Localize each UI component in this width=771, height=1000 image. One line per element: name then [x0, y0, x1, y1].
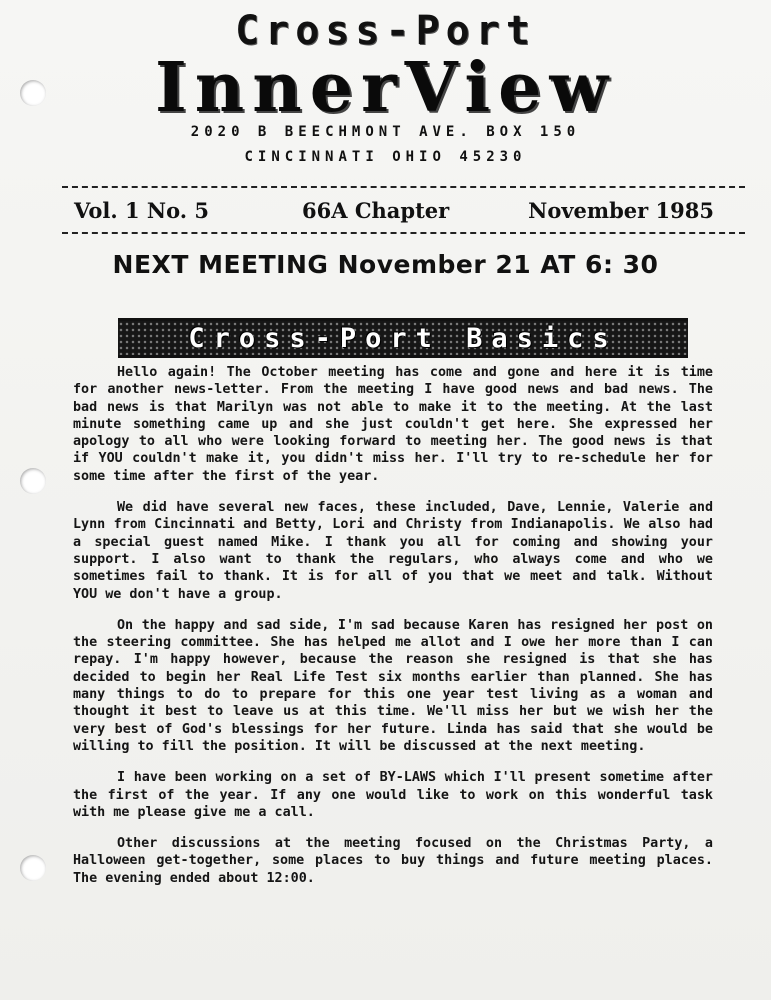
- section-banner: [118, 318, 688, 358]
- address-city: CINCINNATI OHIO 45230: [244, 149, 527, 165]
- article-paragraph: Other discussions at the meeting focused on the Christmas Party, a Halloween get-together, some places to buy things and future meeting places. The evening ended about 12:00.: [73, 836, 713, 886]
- punch-hole: [20, 855, 46, 881]
- article-paragraph: Hello again! The October meeting has come and gone and here it is time for another news-letter. From the meeting I have good news and bad news. The bad news is that Marilyn was not able to make it to the meeting. At the last minute something came up and she just couldn't get here. She expressed her apology to all who were looking forward to meeting her. The good news is that if YOU couldn't make it, you didn't miss her. I'll try to re-schedule her for some time after the first of the year.: [73, 365, 713, 484]
- next-meeting-heading: NEXT MEETING November 21 AT 6: 30: [112, 250, 659, 279]
- dashed-divider: [62, 232, 745, 234]
- masthead-title-top: Cross-Port: [235, 8, 536, 54]
- article-body: [73, 364, 713, 901]
- issue-date: November 1985: [528, 198, 714, 223]
- punch-hole: [20, 468, 46, 494]
- article-paragraph: We did have several new faces, these included, Dave, Lennie, Valerie and Lynn from Cincinnati and Betty, Lori and Christy from Indianapolis. We also had a special guest named Mike. I thank you all for coming and showing your support. I also want to thank the regulars, who always come and who we sometimes fail to thank. It is for all of you that we meet and talk. Without YOU we don't have a group.: [73, 500, 713, 602]
- dashed-divider: [62, 186, 745, 188]
- masthead-title-main: InnerView: [155, 48, 616, 128]
- address-street: 2020 B BEECHMONT AVE. BOX 150: [190, 124, 581, 140]
- article-paragraph: I have been working on a set of BY-LAWS which I'll present sometime after the first of the year. If any one would like to work on this wonderful task with me please give me a call.: [73, 770, 713, 820]
- article-paragraph: On the happy and sad side, I'm sad because Karen has resigned her post on the steering committee. She has helped me allot and I owe her more than I can repay. I'm happy however, because the reason she resigned is that she has decided to begin her Real Life Test six months earlier than planned. She has many things to do to prepare for this one year test living as a woman and thought it best to leave us at this time. We'll miss her but we wish her the very best of God's blessings for her future. Linda has said that she would be willing to fill the position. It will be discussed at the next meeting.: [73, 617, 713, 754]
- issue-info-row: [74, 198, 714, 228]
- section-banner-text: Cross-Port Basics: [188, 322, 618, 354]
- volume-number: Vol. 1 No. 5: [74, 198, 209, 223]
- chapter-name: 66A Chapter: [302, 198, 450, 223]
